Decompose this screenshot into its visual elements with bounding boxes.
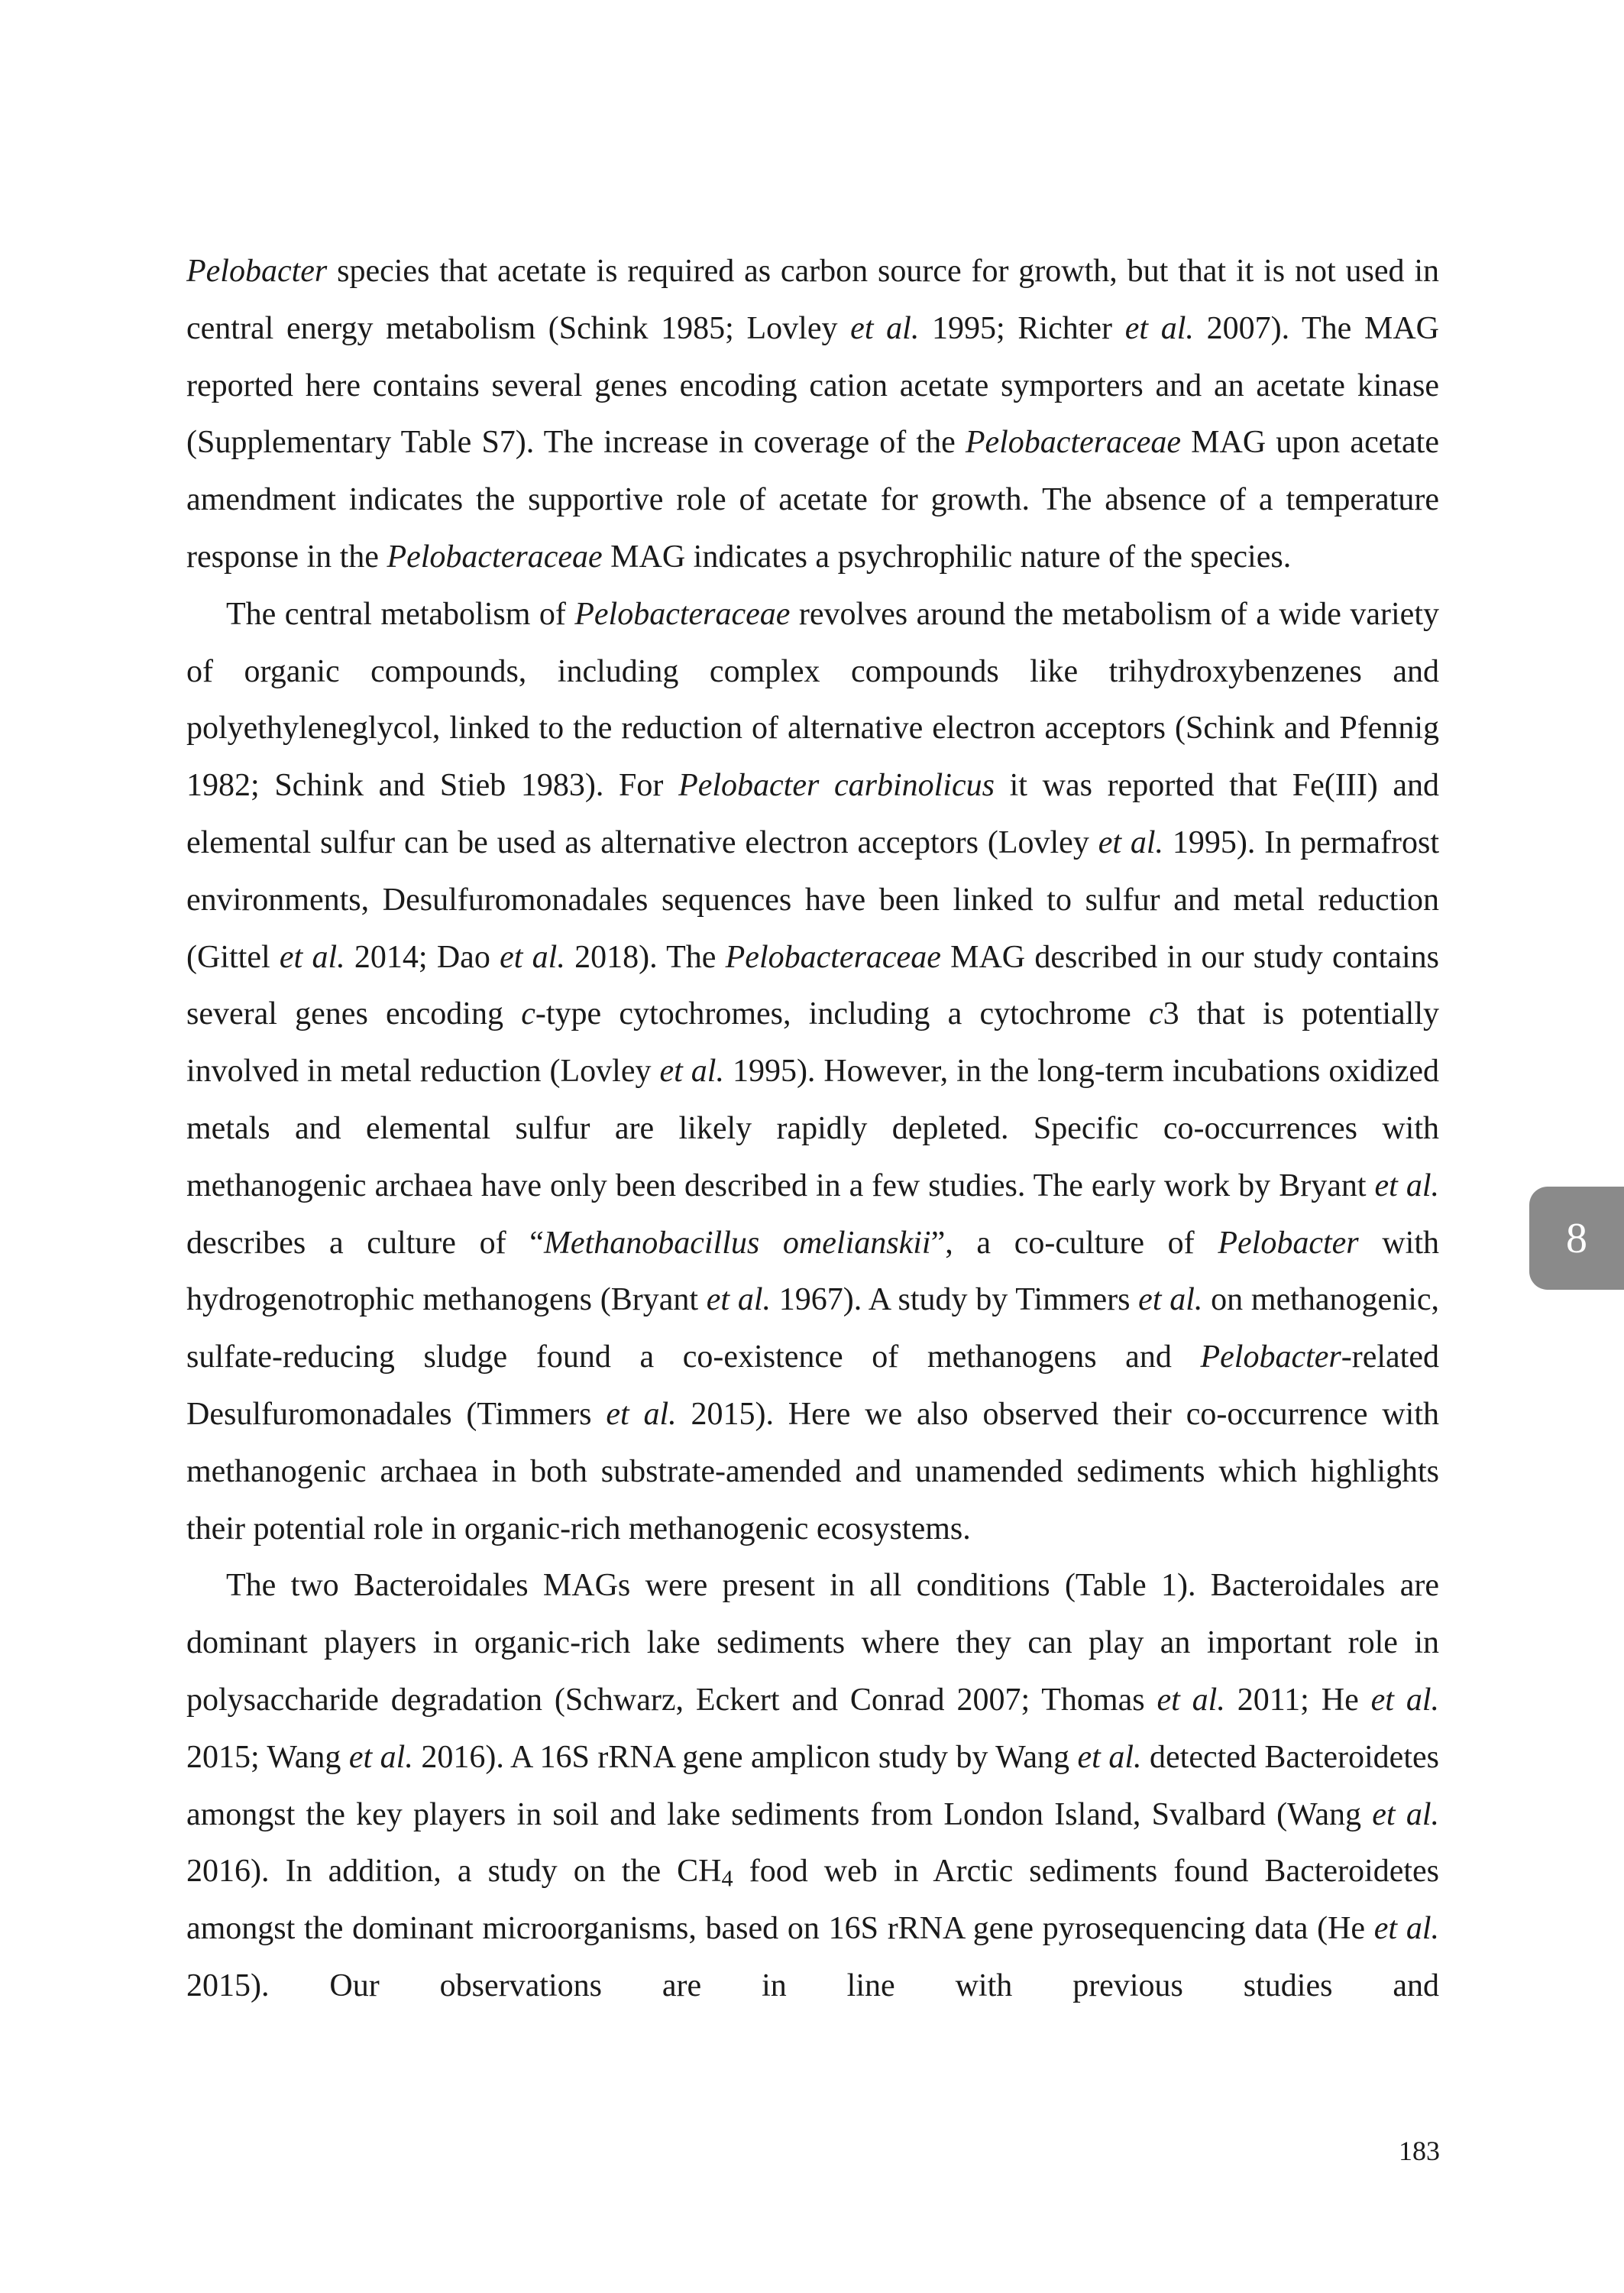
text-run: it was reported that Fe(III) and elemental sulfur can be used as alternative electron acceptors (Lovley (186, 768, 1440, 860)
italic-text: et al. (850, 310, 920, 346)
paragraph-bacteroidales (186, 1557, 1439, 2014)
italic-text: et al. (348, 1739, 413, 1775)
italic-text: et al. (1370, 1682, 1439, 1718)
text-run: 2016). A 16S rRNA gene amplicon study by Wang (412, 1739, 1078, 1775)
text-run: 2015). Here we also observed their co-occurrence with methanogenic archaea in both substrate-amended and unamended sediments which highlights their potential role in organic-rich methanogenic ecosystems. (186, 1396, 1440, 1546)
text-run: 1967). A study by Timmers (771, 1282, 1139, 1318)
text-run: with hydrogenotrophic methanogens (Bryant (186, 1225, 1439, 1318)
italic-text: Pelobacter (1200, 1339, 1341, 1375)
italic-text: et al. (279, 939, 345, 975)
subscript-text: 4 (721, 1865, 733, 1892)
text-run: 2018). The (565, 939, 726, 975)
text-run: 2007). The MAG reported here contains several genes encoding cation acetate symporters and an acetate kinase (Supplementary Table S7). The increase in coverage of the (186, 310, 1439, 461)
italic-text: et al. (1098, 824, 1164, 860)
text-run: MAG upon acetate amendment indicates the supportive role of acetate for growth. The absence of a temperature response in the (186, 425, 1439, 575)
text-run: 1995). In permafrost environments, Desulfuromonadales sequences have been linked to sulfur and metal reduction (Gittel (186, 824, 1439, 975)
text-run: 2011; He (1224, 1682, 1371, 1718)
text-run: 2014; Dao (345, 939, 500, 975)
italic-text: Pelobacteraceae (574, 596, 791, 632)
italic-text: Pelobacteraceae (965, 425, 1182, 461)
text-run: 1995). However, in the long-term incubations oxidized metals and elemental sulfur are likely rapidly depleted. Specific co-occurrences with methanogenic archaea have only been described in a few studies. The early work by Bryant (186, 1054, 1440, 1203)
text-run: The central metabolism of (226, 596, 575, 632)
paragraph-pelobacter-acetate (186, 243, 1439, 586)
italic-text: et al. (606, 1396, 677, 1432)
italic-text: et al. (1077, 1739, 1142, 1775)
chapter-number: 8 (1566, 1214, 1587, 1262)
italic-text: Pelobacteraceae (725, 939, 941, 975)
italic-text: c (521, 996, 535, 1032)
text-run: 1995; Richter (919, 310, 1125, 346)
italic-text: et al. (1374, 1168, 1439, 1203)
italic-text: Methanobacillus omelianskii (543, 1225, 931, 1261)
italic-text: Pelobacter (186, 254, 328, 289)
italic-text: Pelobacter carbinolicus (678, 768, 995, 804)
body-text (186, 243, 1439, 2015)
text-run: -type cytochromes, including a cytochrome (535, 996, 1149, 1032)
italic-text: et al. (1372, 1796, 1439, 1832)
italic-text: et al. (1124, 310, 1194, 346)
italic-text: et al. (706, 1282, 772, 1318)
text-run: detected Bacteroidetes amongst the key players in soil and lake sediments from London Island, Svalbard (Wang (186, 1739, 1439, 1832)
italic-text: Pelobacteraceae (387, 539, 603, 575)
text-run: species that acetate is required as carbon source for growth, but that it is not used in central energy metabolism (Schink 1985; Lovley (186, 254, 1439, 346)
text-run: MAG described in our study contains several genes encoding (186, 939, 1439, 1032)
text-run: -related Desulfuromonadales (Timmers (186, 1339, 1439, 1432)
text-run: 3 that is potentially involved in metal reduction (Lovley (186, 996, 1439, 1090)
paragraph-pelobacteraceae-metabolism (186, 586, 1439, 1558)
italic-text: et al. (1138, 1282, 1203, 1318)
text-run: MAG indicates a psychrophilic nature of the species. (602, 539, 1292, 575)
text-run: on methanogenic, sulfate-reducing sludge found a co-existence of methanogens and (186, 1282, 1440, 1375)
text-run: describes a culture of “ (186, 1225, 544, 1261)
text-run: 2015). Our observations are in line with previous studies and (186, 1968, 1439, 2003)
chapter-tab (1529, 1187, 1624, 1290)
text-run: ”, a co-culture of (930, 1225, 1218, 1261)
page-number: 183 (1399, 2136, 1440, 2166)
italic-text: c (1149, 996, 1163, 1032)
text-run: 2016). In addition, a study on the CH (186, 1854, 722, 1890)
text-run: The two Bacteroidales MAGs were present in all conditions (Table 1). Bacteroidales are dominant players in organic-rich lake sediments where they can play an important role in polysaccharide degradation (Schwarz, Eckert and Conrad 2007; Thomas (186, 1568, 1439, 1718)
italic-text: et al. (500, 939, 565, 975)
italic-text: et al. (659, 1054, 724, 1090)
text-run: food web in Arctic sediments found Bacteroidetes amongst the dominant microorganisms, based on 16S rRNA gene pyrosequencing data (He (186, 1854, 1439, 1947)
italic-text: Pelobacter (1218, 1225, 1359, 1261)
italic-text: et al. (1157, 1682, 1225, 1718)
text-run: revolves around the metabolism of a wide variety of organic compounds, including complex compounds like trihydroxybenzenes and polyethyleneglycol, linked to the reduction of alternative electron acceptors (Schink and Pfennig 1982; Schink and Stieb 1983). For (186, 596, 1439, 804)
text-run: 2015; Wang (186, 1739, 349, 1775)
italic-text: et al. (1373, 1911, 1439, 1947)
